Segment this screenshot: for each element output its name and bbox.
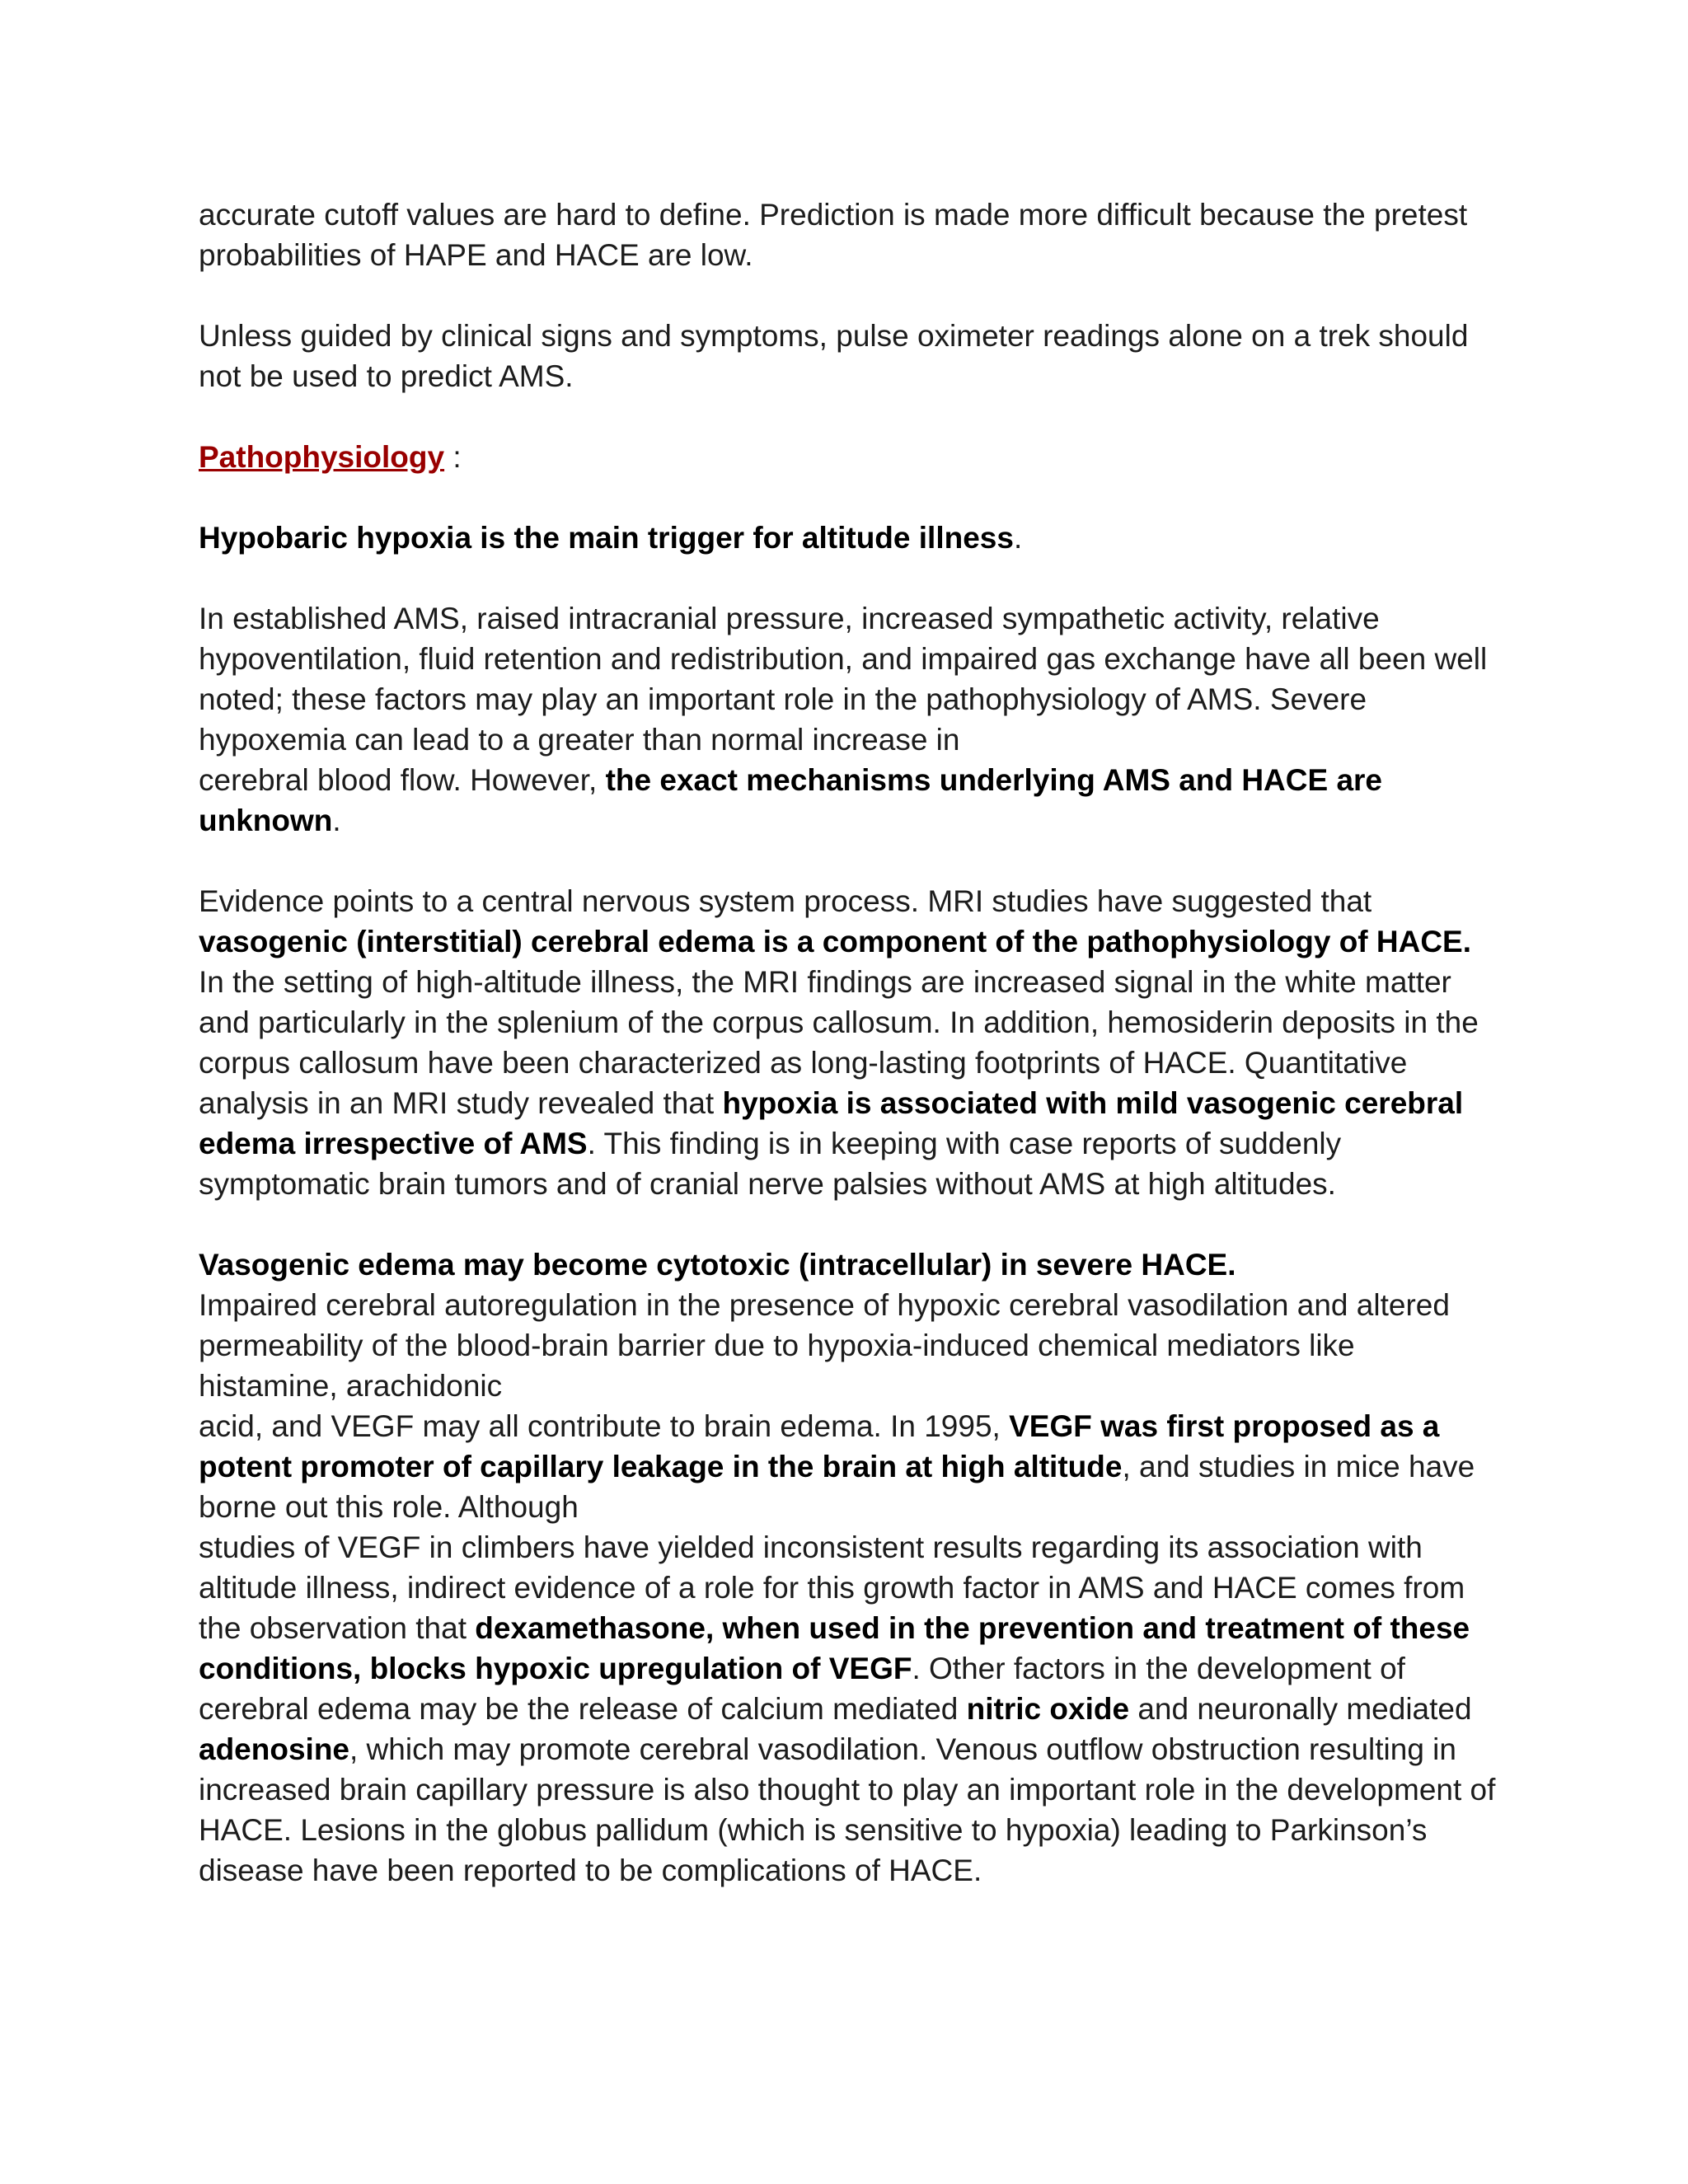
bold-statement: vasogenic (interstitial) cerebral edema is a component of the pathophysiology of HACE. (199, 925, 1472, 958)
text-run: In established AMS, raised intracranial pressure, increased sympathetic activity, relative hypoventilation, fluid retention and redistribution, and impaired gas exchange have all been well noted; these factors may play an important role in the pathophysiology of AMS. Severe hypoxemia can lead to a greater than normal increase in (199, 602, 1488, 757)
text-run-group (199, 1406, 1501, 1527)
bold-statement: Vasogenic edema may become cytotoxic (intracellular) in severe HACE. (199, 1248, 1236, 1282)
text-run: . (332, 804, 341, 837)
bold-statement: VEGF was first proposed as a potent promoter of capillary leakage in the brain at high altitude (199, 1409, 1440, 1483)
paragraph-established-ams (199, 598, 1501, 841)
paragraph-cns-evidence (199, 881, 1501, 1204)
text-run: . This finding is in keeping with case reports of suddenly symptomatic brain tumors and of cranial nerve palsies without AMS at high altitudes. (199, 1127, 1342, 1201)
text-run: acid, and VEGF may all contribute to brain edema. In 1995, (199, 1409, 1010, 1443)
text-run: In the setting of high-altitude illness, the MRI findings are increased signal in the white matter and particularly in the splenium of the corpus callosum. In addition, hemosiderin deposits in the corpus callosum have been characterized as long-lasting footprints of HACE. Quantitative analysis in an MRI study revealed that (199, 965, 1479, 1120)
section-heading (199, 437, 1501, 477)
text-run: , which may promote cerebral vasodilation. Venous outflow obstruction resulting in increased brain capillary pressure is also thought to play an important role in the development of HACE. Lesions in the globus pallidum (which is sensitive to hypoxia) leading to Parkinson’s disease have been reported to be complications of HACE. (199, 1732, 1496, 1887)
text-run: . Other factors in the development of cerebral edema may be the release of calcium mediated (199, 1652, 1405, 1726)
bold-statement: the exact mechanisms underlying AMS and HACE are unknown (199, 763, 1382, 837)
text-run: , and studies in mice have borne out this role. Although (199, 1450, 1475, 1524)
paragraph-vasogenic-edema (199, 1244, 1501, 1891)
text-run: Impaired cerebral autoregulation in the presence of hypoxic cerebral vasodilation and altered permeability of the blood-brain barrier due to hypoxia-induced chemical mediators like histamine, arachidonic (199, 1288, 1450, 1403)
text-run: . (1013, 521, 1023, 555)
bold-term-adenosine: adenosine (199, 1732, 349, 1766)
paragraph-cutoff-values: accurate cutoff values are hard to define. Prediction is made more difficult because the pretest probabilities of HAPE and HACE are low. (199, 198, 1468, 272)
heading-suffix: : (444, 440, 462, 474)
paragraph-pulse-oximeter: Unless guided by clinical signs and symptoms, pulse oximeter readings alone on a trek should not be used to predict AMS. (199, 319, 1469, 393)
document-page (199, 194, 1501, 1891)
text-run: studies of VEGF in climbers have yielded inconsistent results regarding its association with altitude illness, indirect evidence of a role for this growth factor in AMS and HACE comes from the observation that (199, 1530, 1465, 1645)
text-run: and neuronally mediated (1129, 1692, 1472, 1726)
bold-term-nitric-oxide: nitric oxide (966, 1692, 1130, 1726)
bold-statement: dexamethasone, when used in the prevention and treatment of these conditions, blocks hypoxic upregulation of VEGF (199, 1611, 1470, 1685)
bold-statement: hypoxia is associated with mild vasogenic cerebral edema irrespective of AMS (199, 1086, 1464, 1160)
text-run: Evidence points to a central nervous system process. MRI studies have suggested that (199, 884, 1372, 918)
text-run: cerebral blood flow. However, (199, 763, 606, 797)
pathophysiology-link[interactable]: Pathophysiology (199, 440, 445, 474)
paragraph-hypobaric-hypoxia (199, 518, 1501, 558)
bold-statement: Hypobaric hypoxia is the main trigger for altitude illness (199, 521, 1014, 555)
